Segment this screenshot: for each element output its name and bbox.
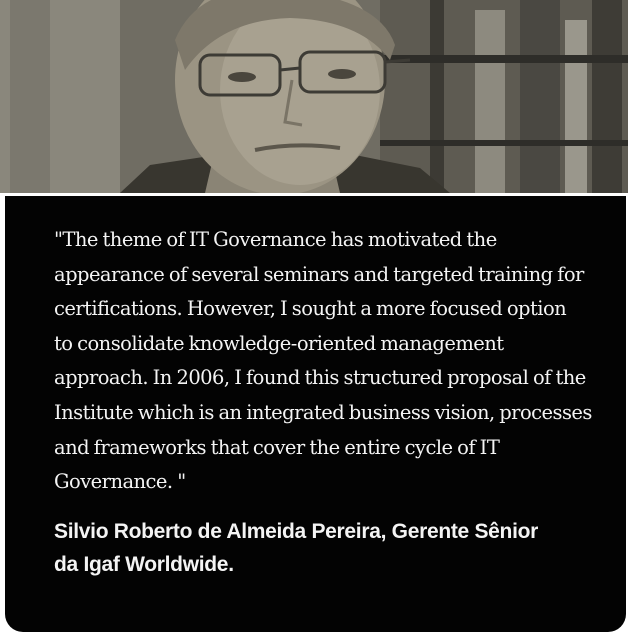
quote-line: Institute which is an integrated business vision, processes xyxy=(54,400,592,424)
author-line: Silvio Roberto de Almeida Pereira, Gerente Sênior xyxy=(54,520,539,543)
quote-line: Governance. " xyxy=(54,470,186,494)
portrait-photo xyxy=(0,0,628,193)
quote-line: approach. In 2006, I found this structured proposal of the xyxy=(54,366,586,390)
quote-line: certifications. However, I sought a more focused option xyxy=(54,297,567,321)
testimonial-quote xyxy=(54,223,614,500)
portrait-image xyxy=(0,0,628,193)
testimonial-card xyxy=(5,196,626,632)
quote-line: appearance of several seminars and targeted training for xyxy=(54,262,584,286)
testimonial-author xyxy=(54,515,614,581)
quote-line: to consolidate knowledge-oriented management xyxy=(54,331,504,355)
quote-line: and frameworks that cover the entire cycle of IT xyxy=(54,435,500,459)
quote-line: "The theme of IT Governance has motivated the xyxy=(54,228,497,251)
author-line: da Igaf Worldwide. xyxy=(54,553,234,576)
